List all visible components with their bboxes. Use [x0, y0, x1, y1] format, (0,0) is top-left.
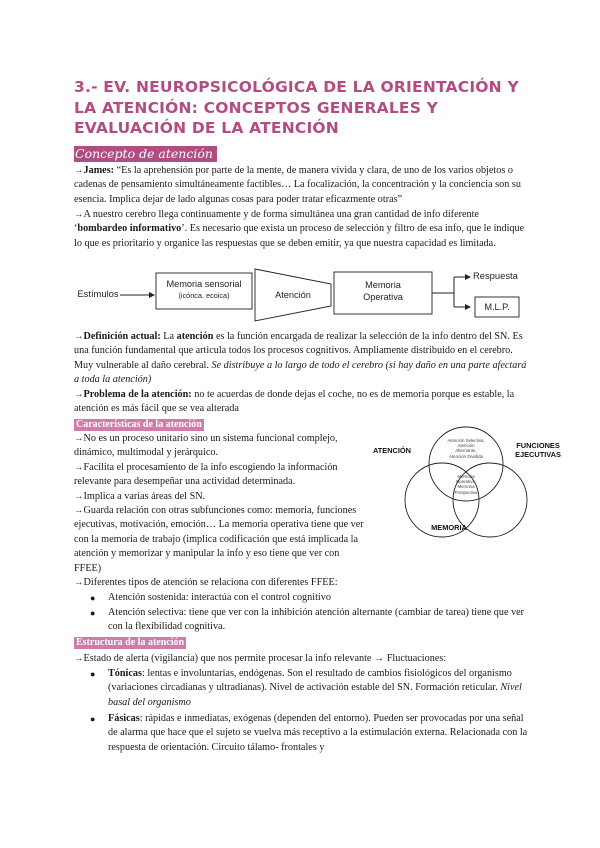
venn-center-top-text: Atención Selectiva, Atención Alternante, Atención Dividida [447, 438, 485, 459]
concept-heading: Concepto de atención [74, 146, 217, 162]
sensory-memory-sublabel: (icónca. ecoica) [178, 291, 230, 300]
definition-paragraph [74, 330, 530, 388]
venn-diagram [372, 426, 562, 558]
tonic-text [108, 667, 530, 710]
arrow-icon: → [74, 332, 84, 342]
phasic-body: : rápidas e inmediatas, exógenas (dependen del entorno). Pueden ser provocadas por una señal de alarma que hace que el sujeto se vuelva más receptivo a la estimulación externa. Relacionada con la respuesta de orientación. Circuito tálamo- frontales y [108, 713, 528, 753]
arrow-icon: → [74, 506, 84, 516]
arrow-icon: → [74, 578, 84, 588]
tonic-italic: Nivel basal del organismo [108, 682, 522, 708]
bullet-dot-icon: ● [90, 608, 96, 618]
brain-text-pre: A nuestro cerebro llega continuamente y de forma simultánea una gran cantidad de info diferente ‘ [74, 209, 479, 235]
problem-label: Problema de la atención: [83, 389, 192, 400]
characteristic-text: Facilita el procesamiento de la info escogiendo la información relevante para desempeñar una actividad determinada. [74, 462, 338, 488]
bullet-dot-icon: ● [90, 714, 96, 724]
response-label: Respuesta [473, 270, 518, 281]
definition-label: Definición actual: [83, 331, 161, 342]
characteristic-text: Diferentes tipos de atención se relaciona con diferentes FFEE: [83, 577, 338, 588]
arrow-icon: → [74, 492, 84, 502]
phasic-label: Fásicas [108, 713, 140, 724]
definition-bold-word: atención [176, 331, 214, 342]
venn-label-attention: ATENCIÓN [372, 446, 412, 455]
characteristics-heading: Características de la atención [76, 419, 202, 430]
operative-memory-label-1: Memoria [365, 280, 401, 290]
structure-intro [74, 652, 530, 666]
attention-flow-diagram [74, 266, 534, 326]
brain-text-post: ’. Es necesario que exista un proceso de selección y filtro de esa info, que le indique lo que es prioritario y organice las respuestas que se deben emitir, ya que nuestra capacidad es limitada. [74, 223, 525, 249]
characteristic-item [74, 432, 366, 461]
arrow-icon: → [74, 166, 84, 176]
definition-post: es la función encargada de realizar la selección de la info dentro del SN. Es una función fundamental que articula todos los procesos cognitivos. Ampliamente distribuido en el cerebro. Muy vulnerable al daño cerebral. [74, 331, 523, 371]
characteristic-item [74, 490, 366, 504]
problem-text: no te acuerdas de donde dejas el coche, no es de memoria porque es estable, la atención es más fácil que se vea alterada [74, 389, 515, 415]
characteristic-item [74, 461, 366, 490]
bullet-dot-icon: ● [90, 669, 96, 679]
arrow-icon: → [74, 390, 84, 400]
characteristic-item [74, 504, 366, 576]
sensory-memory-label: Memoria sensorial [166, 279, 242, 289]
definition-pre: La [160, 331, 177, 342]
structure-intro-text: Estado de alerta (vigilancia) que nos permite procesar la info relevante → Fluctuaciones: [83, 653, 447, 664]
arrow-icon: → [74, 463, 84, 473]
venn-label-executive-2: EJECUTIVAS [515, 450, 561, 459]
venn-label-memory: MEMORIA [431, 523, 467, 532]
tonic-label: Tónicas [108, 668, 142, 679]
tonic-body: : lentas e involuntarias, endógenas. Son el resultado de cambios fisiológicos del organismo (variaciones circadianas y ultradianas). Nivel de activación estable del SN. Formación reticular. [108, 668, 512, 694]
definition-italic: Se distribuye a lo largo de todo el cerebro (si hay daño en una parte afectará a toda la atención) [74, 359, 527, 386]
problem-paragraph [74, 388, 530, 417]
page-title: 3.- EV. NEUROPSICOLÓGICA DE LA ORIENTACIÓN Y LA ATENCIÓN: CONCEPTOS GENERALES Y EVALUACIÓN DE LA ATENCIÓN [74, 78, 519, 137]
structure-heading: Estructura de la atención [76, 637, 185, 648]
operative-memory-label-2: Operativa [363, 292, 403, 302]
james-paragraph [74, 164, 530, 207]
bullet-text: Atención sostenida: interactúa con el control cognitivo [108, 592, 331, 603]
characteristic-item [74, 576, 530, 590]
characteristic-text: No es un proceso unitario sino un sistema funcional complejo, dinámico, multimodal y jerárquico. [74, 433, 338, 459]
characteristic-text: Implica a varias áreas del SN. [83, 491, 206, 502]
arrow-icon: → [74, 434, 84, 444]
james-text: “Es la aprehensión por parte de la mente, de manera vívida y clara, de uno de los varios objetos o cadenas de pensamiento simultáneamente factibles… La focalización, la concentración y la conciencia son su esencia. Implica dejar de lado algunas cosas para poder tratar eficazmente otras” [74, 165, 521, 205]
james-label: James: [83, 165, 115, 176]
stimuli-label: Estímulos [77, 288, 119, 299]
bullet-dot-icon: ● [90, 593, 96, 603]
brain-paragraph [74, 208, 530, 251]
venn-label-executive-1: FUNCIONES [516, 441, 560, 450]
characteristic-text: Guarda relación con otras subfunciones como: memoria, funciones ejecutivas, motivación, emoción… La memoria operativa tiene que ver con la memoria de trabajo (implica codificación que está implicada la atención y memorizar y manipular la info y eso tiene que ver con FFEE) [74, 505, 364, 574]
phasic-text [108, 712, 530, 755]
arrow-icon: → [74, 654, 84, 664]
attention-label: Atención [275, 290, 311, 300]
venn-center-bottom-text: Memoria Operativa, Memoria Prospectiva [454, 474, 478, 495]
arrow-icon: → [74, 210, 84, 220]
mlp-label: M.L.P. [484, 302, 510, 312]
brain-text-bold: bombardeo informativo [77, 223, 182, 235]
bullet-text: Atención selectiva: tiene que ver con la inhibición atención alternante (cambiar de tarea) tiene que ver con la flexibilidad cognitiva. [108, 607, 525, 633]
